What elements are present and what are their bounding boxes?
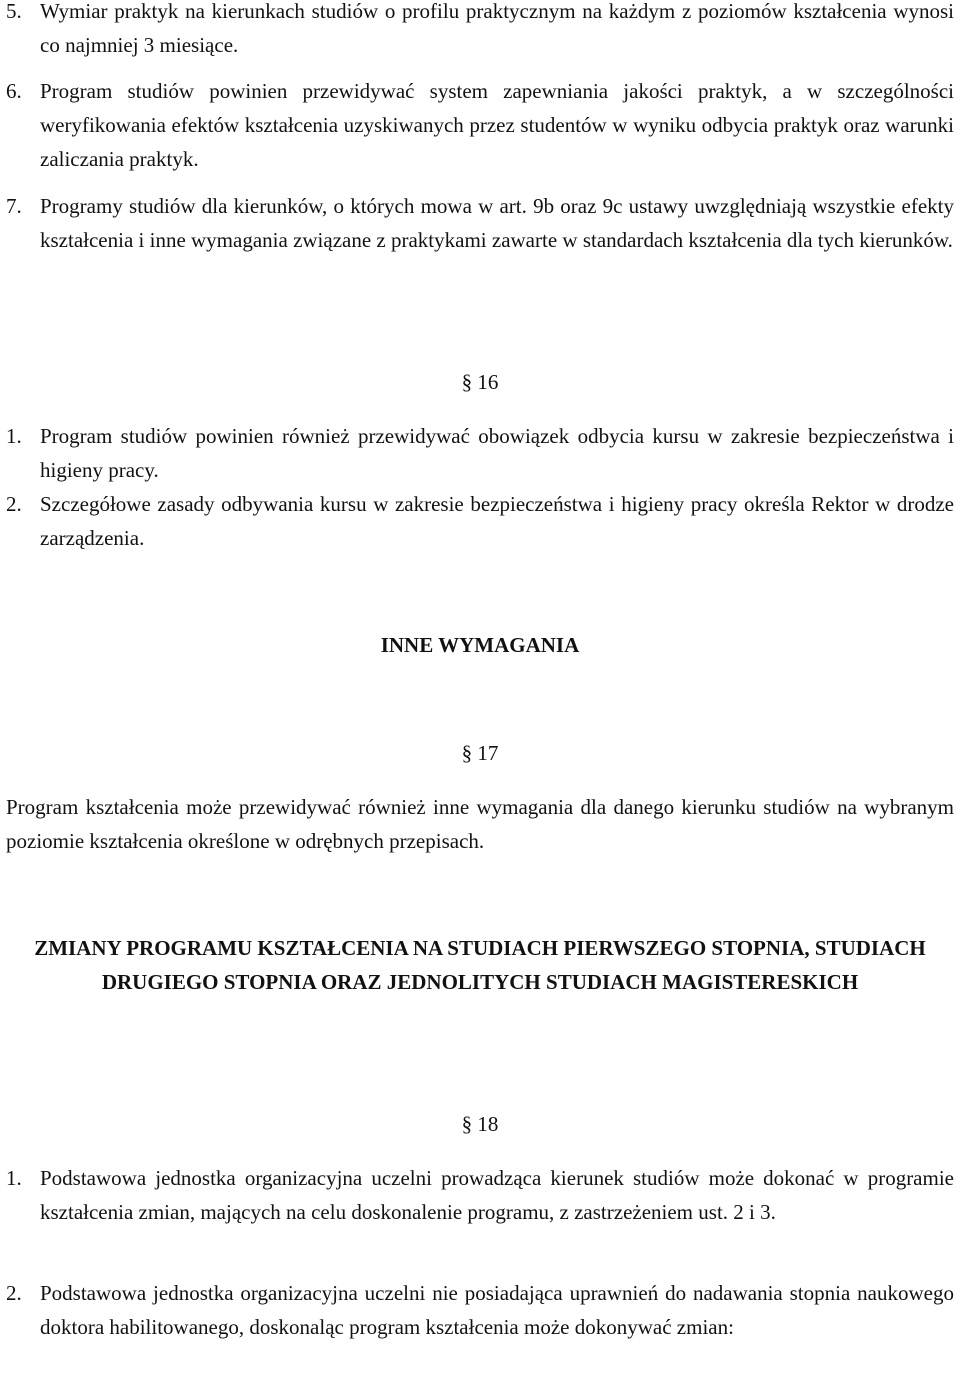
list-item: [6, 1276, 954, 1344]
paragraph-17: Program kształcenia może przewidywać również inne wymagania dla danego kierunku studiów na wybranym poziomie kształcenia określone w odrębnych przepisach.: [6, 795, 954, 853]
item-number: 1.: [6, 424, 22, 448]
list-item: [6, 189, 954, 257]
list-item: [6, 0, 954, 62]
list-item: [6, 74, 954, 176]
list-item: [6, 1161, 954, 1229]
item-text: Podstawowa jednostka organizacyjna uczelni nie posiadająca uprawnień do nadawania stopnia naukowego doktora habilitowanego, doskonaląc program kształcenia może dokonywać zmian:: [40, 1281, 954, 1339]
item-number: 2.: [6, 1281, 22, 1305]
item-text: Podstawowa jednostka organizacyjna uczelni prowadząca kierunek studiów może dokonać w programie kształcenia zmian, mających na celu doskonalenie programu, z zastrzeżeniem ust. 2 i 3.: [40, 1166, 954, 1224]
list-item: [6, 419, 954, 487]
item-text: Programy studiów dla kierunków, o których mowa w art. 9b oraz 9c ustawy uwzględniają wszystkie efekty kształcenia i inne wymagania związane z praktykami zawarte w standardach kształcenia dla tych kierunków.: [40, 194, 954, 252]
item-number: 2.: [6, 492, 22, 516]
item-number: 6.: [6, 79, 22, 103]
item-number: 7.: [6, 194, 22, 218]
item-text: Wymiar praktyk na kierunkach studiów o profilu praktycznym na każdym z poziomów kształcenia wynosi co najmniej 3 miesiące.: [40, 0, 954, 57]
item-text: Program studiów powinien również przewidywać obowiązek odbycia kursu w zakresie bezpieczeństwa i higieny pracy.: [40, 424, 954, 482]
heading-inne-wymagania: INNE WYMAGANIA: [380, 633, 580, 657]
section-number-17: § 17: [461, 741, 499, 765]
list-item: [6, 487, 954, 555]
heading-zmiany-programu: ZMIANY PROGRAMU KSZTAŁCENIA NA STUDIACH PIERWSZEGO STOPNIA, STUDIACH DRUGIEGO STOPNIA ORAZ JEDNOLITYCH STUDIACH MAGISTERESKICH: [34, 936, 926, 994]
section-number-16: § 16: [461, 370, 499, 394]
item-number: 5.: [6, 0, 22, 23]
item-text: Program studiów powinien przewidywać system zapewniania jakości praktyk, a w szczególności weryfikowania efektów kształcenia uzyskiwanych przez studentów w wyniku odbycia praktyk oraz warunki zaliczania praktyk.: [40, 79, 954, 171]
item-text: Szczegółowe zasady odbywania kursu w zakresie bezpieczeństwa i higieny pracy określa Rektor w drodze zarządzenia.: [40, 492, 954, 550]
section-number-18: § 18: [461, 1112, 499, 1136]
item-number: 1.: [6, 1166, 22, 1190]
